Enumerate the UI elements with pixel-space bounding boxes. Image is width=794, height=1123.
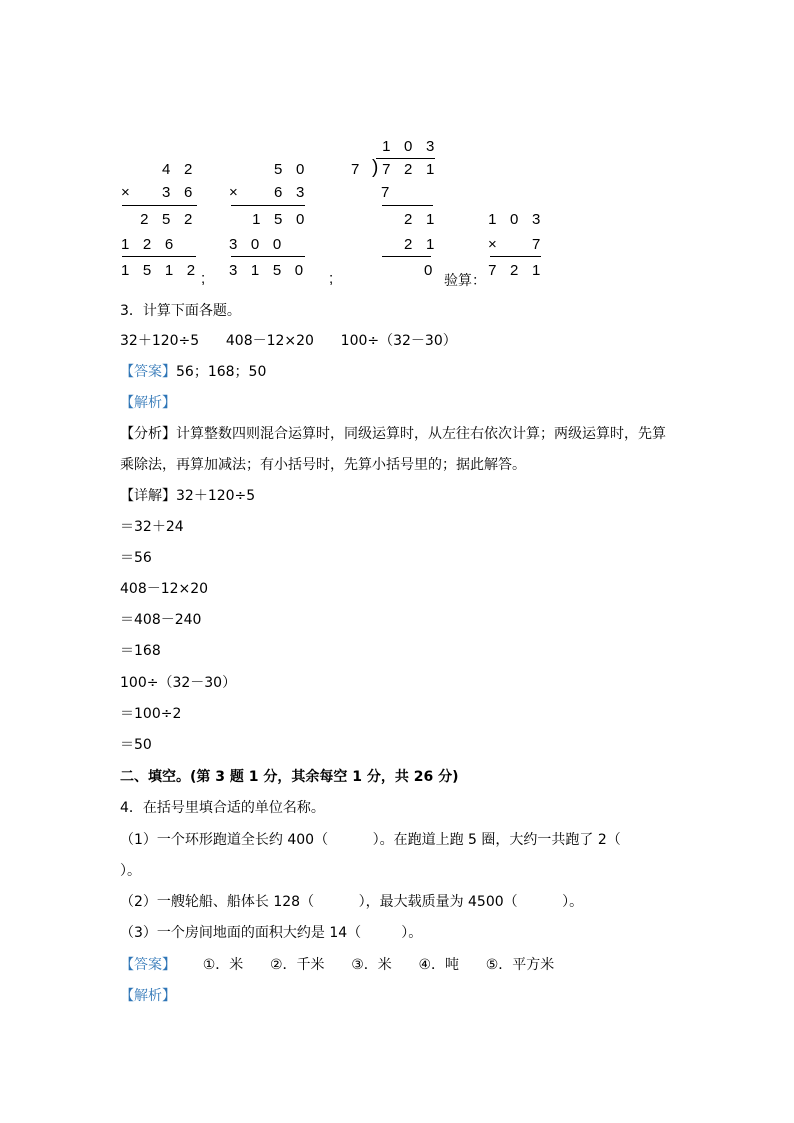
rule bbox=[382, 205, 433, 206]
separator: ; bbox=[329, 270, 338, 287]
text-line bbox=[120, 986, 176, 1006]
text-line bbox=[120, 393, 176, 413]
digits: 5 0 bbox=[274, 161, 309, 178]
line-text: ①．米 ②．千米 ③．米 ④．吨 ⑤．平方米 bbox=[176, 957, 555, 973]
rule bbox=[231, 205, 305, 206]
digits: 6 3 bbox=[274, 184, 309, 201]
text-line bbox=[120, 673, 236, 693]
text-line bbox=[120, 641, 161, 661]
digits: 1 0 3 bbox=[488, 211, 545, 228]
times-sign: × bbox=[488, 236, 502, 253]
digits: 2 1 bbox=[404, 211, 439, 228]
line-text: 408－12×20 bbox=[120, 581, 209, 597]
line-text: （1）一个环形跑道全长约 400（ ）。在跑道上跑 5 圈，大约一共跑了 2（ bbox=[120, 832, 621, 848]
text-line bbox=[120, 704, 181, 724]
separator: ; bbox=[201, 270, 210, 287]
digits: 2 1 bbox=[404, 236, 439, 253]
text-line bbox=[120, 735, 152, 755]
line-text: 32＋120÷5 408－12×20 100÷（32－30） bbox=[120, 333, 457, 349]
text-line bbox=[120, 301, 241, 321]
section-tag: 【答案】 bbox=[120, 364, 176, 380]
remainder: 0 bbox=[423, 262, 437, 279]
digits: 2 5 2 bbox=[140, 211, 197, 228]
line-text: 56；168；50 bbox=[176, 364, 267, 380]
text-line bbox=[120, 861, 141, 881]
section-tag: 【详解】 bbox=[120, 488, 176, 504]
digits: 3 1 5 0 bbox=[229, 262, 308, 279]
digits: 1 2 6 bbox=[121, 236, 178, 253]
text-line bbox=[120, 424, 666, 444]
times-sign: × bbox=[121, 184, 135, 201]
line-text: 32＋120÷5 bbox=[176, 488, 256, 504]
text-line bbox=[120, 548, 152, 568]
text-line bbox=[120, 798, 325, 818]
divisor: 7 bbox=[351, 161, 365, 178]
division-bracket: ) bbox=[372, 157, 384, 178]
line-text: 计算整数四则混合运算时，同级运算时，从左往右依次计算；两级运算时，先算 bbox=[176, 426, 666, 442]
digits: 3 0 0 bbox=[229, 236, 286, 253]
rule bbox=[122, 205, 197, 206]
text-line bbox=[120, 923, 422, 943]
digits: 7 2 1 bbox=[488, 262, 545, 279]
digits: 4 2 bbox=[162, 161, 197, 178]
rule bbox=[382, 256, 431, 257]
digits: 7 bbox=[381, 184, 395, 201]
text-line bbox=[120, 455, 526, 475]
line-text: ＝32＋24 bbox=[120, 519, 184, 535]
text-line bbox=[120, 830, 621, 850]
line-text: （2）一艘轮船、船体长 128（ ），最大载质量为 4500（ ）。 bbox=[120, 894, 584, 910]
text-line bbox=[120, 767, 459, 787]
line-text: （3）一个房间地面的面积大约是 14（ ）。 bbox=[120, 925, 423, 941]
text-line bbox=[120, 486, 255, 506]
section-tag: 【解析】 bbox=[120, 395, 176, 411]
digits: 7 bbox=[531, 236, 545, 253]
rule bbox=[122, 256, 196, 257]
text-line bbox=[120, 610, 201, 630]
section-tag: 【答案】 bbox=[120, 957, 176, 973]
text-line bbox=[120, 579, 208, 599]
line-text: ＝50 bbox=[120, 737, 152, 753]
line-text: ＝408－240 bbox=[120, 612, 202, 628]
text-line bbox=[120, 331, 457, 351]
text-line bbox=[120, 362, 266, 382]
times-sign: × bbox=[229, 184, 243, 201]
line-text: ＝56 bbox=[120, 550, 152, 566]
section-heading: 二、填空。(第 3 题 1 分，其余每空 1 分，共 26 分) bbox=[120, 769, 459, 785]
digits: 3 6 bbox=[162, 184, 197, 201]
line-text: 4．在括号里填合适的单位名称。 bbox=[120, 800, 325, 816]
rule bbox=[376, 158, 435, 159]
dividend: 7 2 1 bbox=[382, 161, 439, 178]
section-tag: 【解析】 bbox=[120, 988, 176, 1004]
line-text: 100÷（32－30） bbox=[120, 675, 237, 691]
rule bbox=[231, 256, 305, 257]
digits: 1 5 1 2 bbox=[121, 262, 200, 279]
digits: 1 5 0 bbox=[252, 211, 309, 228]
quotient: 1 0 3 bbox=[382, 138, 439, 155]
rule bbox=[490, 256, 541, 257]
text-line bbox=[120, 955, 554, 975]
line-text: 乘除法，再算加减法；有小括号时，先算小括号里的；据此解答。 bbox=[120, 457, 526, 473]
check-label: 验算： bbox=[444, 273, 486, 289]
text-line bbox=[120, 517, 184, 537]
line-text: ）。 bbox=[120, 863, 141, 879]
line-text: 3．计算下面各题。 bbox=[120, 303, 241, 319]
text-line bbox=[120, 892, 583, 912]
line-text: ＝168 bbox=[120, 643, 161, 659]
section-tag: 【分析】 bbox=[120, 426, 176, 442]
line-text: ＝100÷2 bbox=[120, 706, 182, 722]
